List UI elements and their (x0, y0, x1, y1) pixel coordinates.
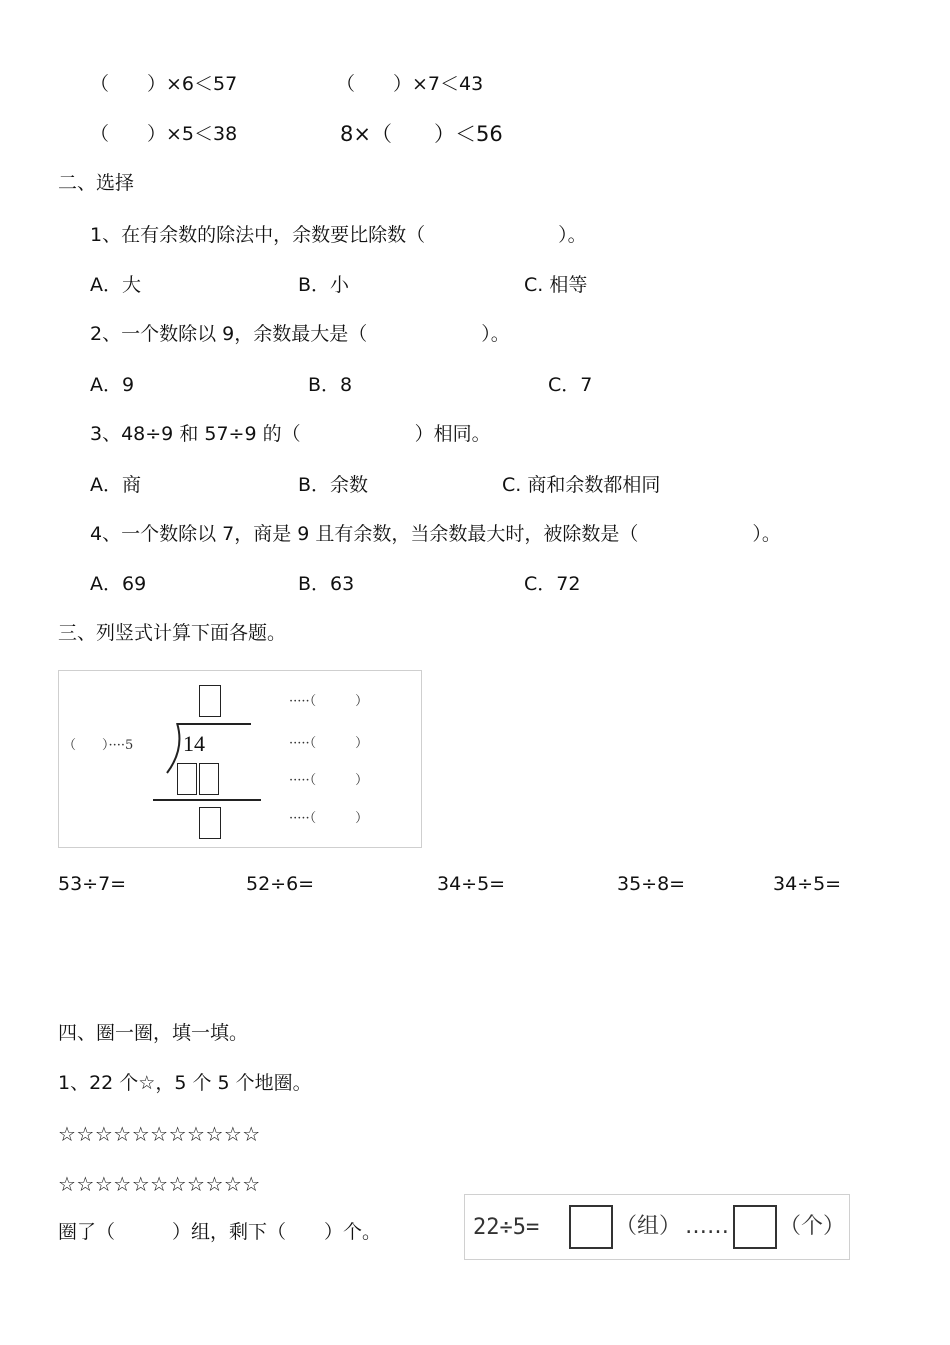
q3-option-b[interactable]: B．余数 (298, 474, 369, 496)
inequality-1: （ ）×6＜57 (90, 73, 238, 95)
q4-option-a[interactable]: A．69 (90, 573, 147, 595)
division-bar (177, 723, 251, 725)
equation-box (464, 1194, 850, 1260)
stars-row-1: ☆☆☆☆☆☆☆☆☆☆☆ (58, 1122, 261, 1146)
q3-option-a[interactable]: A．商 (90, 474, 141, 496)
division-problem-4: 35÷8= (617, 873, 686, 895)
q4-option-b[interactable]: B．63 (298, 573, 355, 595)
q3-option-c[interactable]: C. 商和余数都相同 (502, 474, 661, 496)
division-problem-1: 53÷7= (58, 873, 127, 895)
dividend: 14 (183, 731, 205, 756)
quotient-box[interactable] (199, 685, 221, 717)
question-1: 1、在有余数的除法中，余数要比除数（ ）。 (90, 224, 587, 246)
q1-option-c[interactable]: C. 相等 (524, 274, 588, 296)
inequality-4: 8×（ ）＜56 (340, 122, 503, 146)
items-unit: （个） (779, 1214, 846, 1239)
q2-option-a[interactable]: A．9 (90, 374, 135, 396)
question-4: 4、一个数除以 7，商是 9 且有余数，当余数最大时，被除数是（ ）。 (90, 523, 781, 545)
side-label-2: ·····（ ） (289, 736, 369, 751)
remainder-dots: …… (685, 1214, 729, 1239)
q1-option-b[interactable]: B．小 (298, 274, 350, 296)
side-label-1: ·····（ ） (289, 694, 369, 709)
subtraction-bar (153, 799, 261, 801)
q4-option-c[interactable]: C．72 (524, 573, 581, 595)
inequality-2: （ ）×7＜43 (336, 73, 484, 95)
section-heading-circle-fill: 四、圈一圈，填一填。 (58, 1022, 249, 1044)
question-2: 2、一个数除以 9，余数最大是（ ）。 (90, 323, 510, 345)
long-division-figure (58, 670, 422, 848)
division-problem-3: 34÷5= (437, 873, 506, 895)
divisor-label: （ ）····5 (63, 738, 134, 753)
remainder-answer-box[interactable] (733, 1205, 777, 1249)
q1-option-a[interactable]: A．大 (90, 274, 141, 296)
stars-row-2: ☆☆☆☆☆☆☆☆☆☆☆ (58, 1172, 261, 1196)
inequality-3: （ ）×5＜38 (90, 123, 238, 145)
section-heading-choice: 二、选择 (58, 172, 135, 194)
fill-in-sentence: 圈了（ ）组，剩下（ ）个。 (58, 1221, 382, 1243)
q2-option-c[interactable]: C．7 (548, 374, 593, 396)
remainder-box[interactable] (199, 807, 221, 839)
product-box-tens[interactable] (177, 763, 197, 795)
equation-expression: 22÷5= (473, 1215, 540, 1240)
product-box-ones[interactable] (199, 763, 219, 795)
q2-option-b[interactable]: B．8 (308, 374, 353, 396)
side-label-4: ·····（ ） (289, 811, 369, 826)
groups-unit: （组） (615, 1214, 682, 1239)
side-label-3: ·····（ ） (289, 773, 369, 788)
quotient-answer-box[interactable] (569, 1205, 613, 1249)
circle-question-1: 1、22 个☆，5 个 5 个地圈。 (58, 1072, 312, 1094)
section-heading-vertical-division: 三、列竖式计算下面各题。 (58, 622, 287, 644)
division-problem-5: 34÷5= (773, 873, 842, 895)
question-3: 3、48÷9 和 57÷9 的（ ）相同。 (90, 423, 491, 445)
division-problem-2: 52÷6= (246, 873, 315, 895)
